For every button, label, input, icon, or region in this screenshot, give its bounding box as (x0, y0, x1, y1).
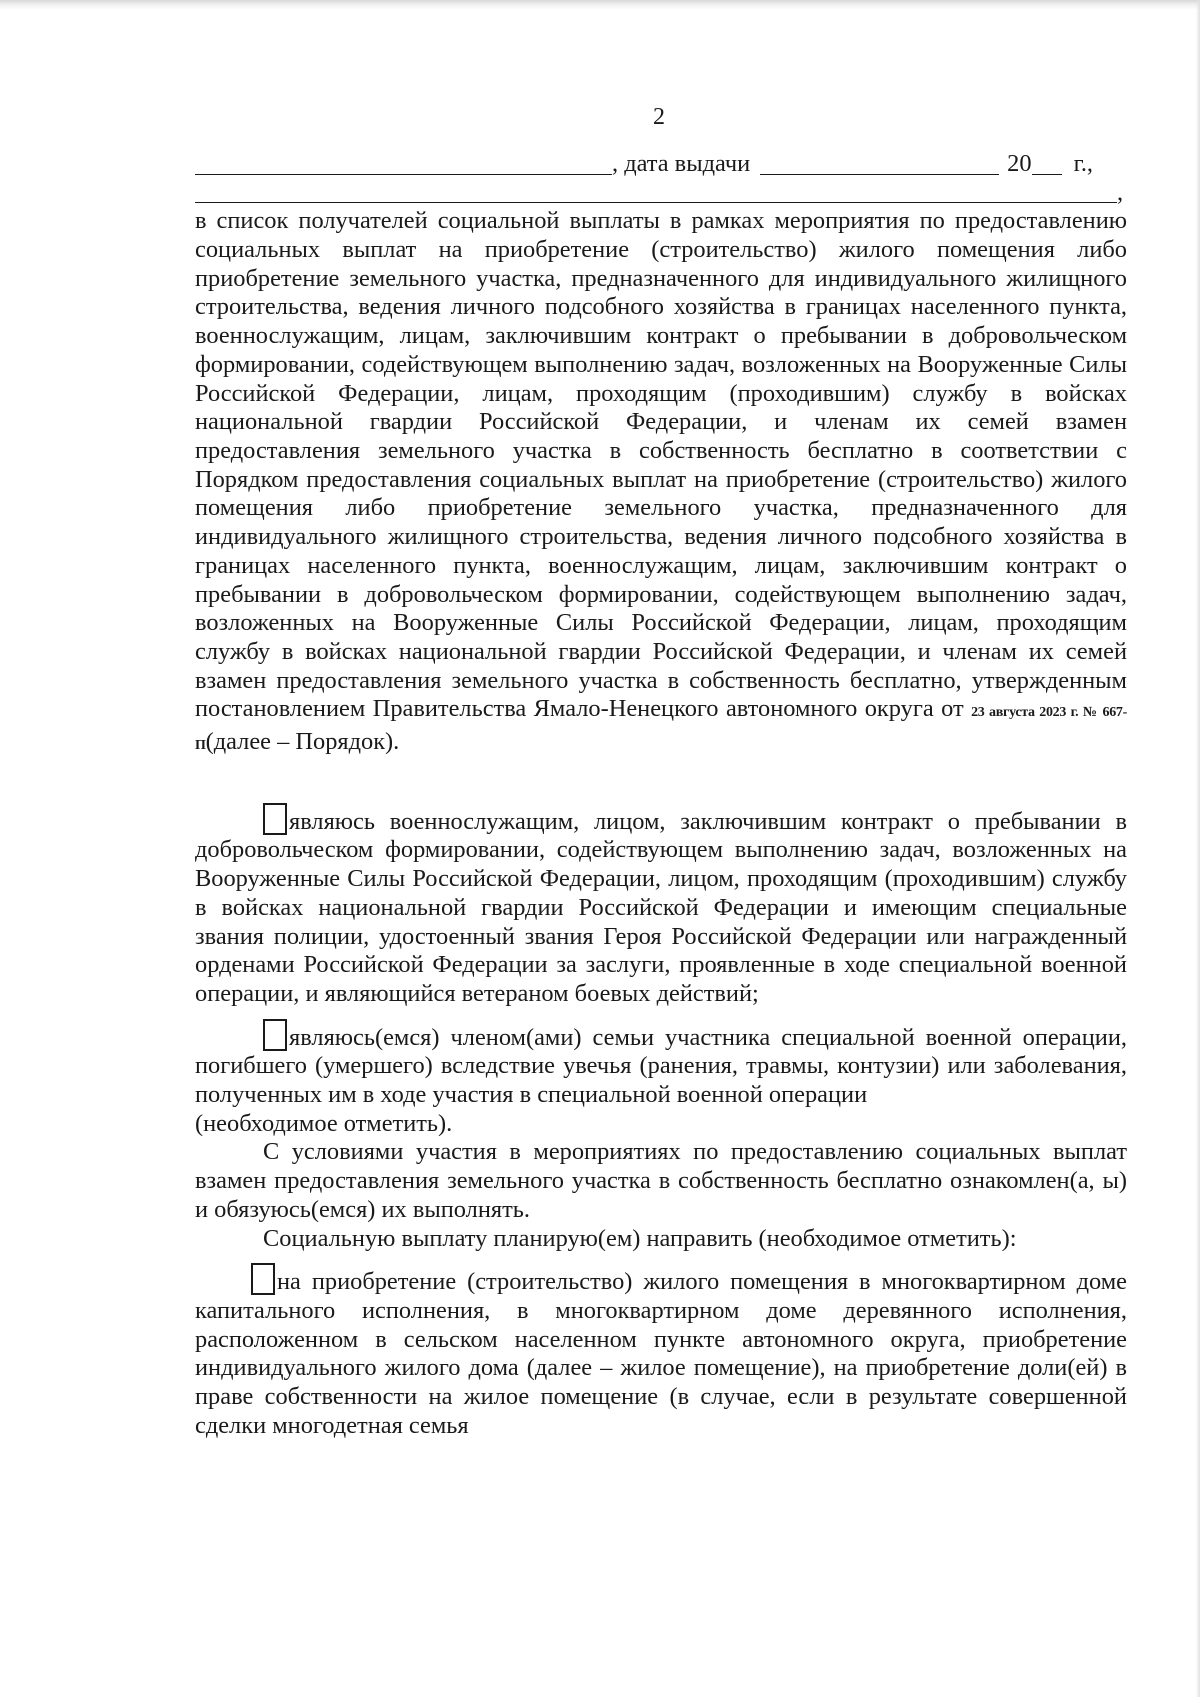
year-suffix: г., (1073, 149, 1094, 177)
direction-heading: Социальную выплату планирую(ем) направить (необходимое отметить): (263, 1224, 1017, 1252)
decree-reference: 23 августа 2023 г. № 667-П (195, 705, 1127, 754)
document-body (195, 150, 1127, 1441)
page-number: 2 (653, 104, 665, 130)
checkbox-housing[interactable] (251, 1263, 275, 1295)
conditions-paragraph: С условиями участия в мероприятиях по предоставлению социальных выплат взамен предоставления земельного участка в собственность бесплатно ознакомлен(а, ы) и обязуюсь(емся) их выполнять. (195, 1138, 1127, 1223)
option-family-text: являюсь(емся) членом(ами) семьи участника специальной военной операции, погибшего (умершего) вследствие увечья (ранения, травмы, контузии) или заболевания, полученных им в ходе участия в специальной военной операции (195, 1023, 1127, 1109)
option-veteran-text: являюсь военнослужащим, лицом, заключившим контракт о пребывании в добровольческом формировании, содействующем выполнению задач, возложенных на Вооруженные Силы Российской Федерации, лицом, проходящим (проходившим) службу в войсках национальной гвардии Российской Федерации и имеющим специальные звания полиции, удостоенный звания Героя Российской Федерации или награжденный орденами Российской Федерации за заслуги, проявленные в ходе специальной военной операции, и являющийся ветераном боевых действий; (195, 807, 1127, 1007)
note-mark: (необходимое отметить). (195, 1109, 453, 1137)
issue-date-label: , дата выдачи (612, 149, 751, 177)
intro-paragraph (195, 207, 1127, 760)
intro-text: в список получателей социальной выплаты в рамках мероприятия по предоставлению социальных выплат на приобретение (строительство) жилого помещения либо приобретение земельного участка, предназначенного для индивидуального жилищного строительства, ведения личного подсобного хозяйства в границах населенного пункта, военнослужащим, лицам, заключившим контракт о пребывании в добровольческом формировании, содействующем выполнению задач, возложенных на Вооруженные Силы Российской Федерации, лицам, проходящим (проходившим) службу в войсках национальной гвардии Российской Федерации, и членам их семей взамен предоставления земельного участка в собственность бесплатно в соответствии с Порядком предоставления социальных выплат на приобретение (строительство) жилого помещения либо приобретение земельного участка, предназначенного для индивидуального жилищного строительства, ведения личного подсобного хозяйства в границах населенного пункта, военнослужащим, лицам, заключившим контракт о пребывании в добровольческом формировании, содействующем выполнению задач, возложенных на Вооруженные Силы Российской Федерации, лицам, проходящим службу в войсках национальной гвардии Российской Федерации, и членам их семей взамен предоставления земельного участка в собственность бесплатно, утвержденным постановлением Правительства Ямало-Ненецкого автономного округа от (195, 207, 1127, 723)
intro-tail: (далее – Порядок). (205, 728, 400, 756)
issue-date-line (195, 150, 1127, 179)
checkbox-family[interactable] (263, 1019, 287, 1051)
checkbox-veteran[interactable] (263, 803, 287, 835)
option-housing-paragraph (195, 1263, 1127, 1440)
issuer-blank[interactable] (195, 180, 1117, 203)
option-family-paragraph (195, 1019, 1127, 1110)
issuer-line-end: , (1117, 178, 1124, 206)
option-veteran-paragraph (195, 803, 1127, 1009)
issuer-line (195, 179, 1127, 208)
scan-edge-right (1196, 0, 1200, 1697)
scan-edge-top (0, 0, 1200, 10)
year-blank[interactable] (1032, 152, 1062, 175)
document-number-blank[interactable] (195, 152, 612, 175)
issue-date-blank[interactable] (760, 152, 999, 175)
year-prefix: 20 (1007, 149, 1032, 177)
option-housing-text: на приобретение (строительство) жилого помещения в многоквартирном доме капитального исполнения, в многоквартирном доме деревянного исполнения, расположенном в сельском населенном пункте автономного округа, приобретение индивидуального жилого дома (далее – жилое помещение), на приобретение доли(ей) в праве собственности на жилое помещение (в случае, если в результате совершенной сделки многодетная семья (195, 1268, 1127, 1439)
